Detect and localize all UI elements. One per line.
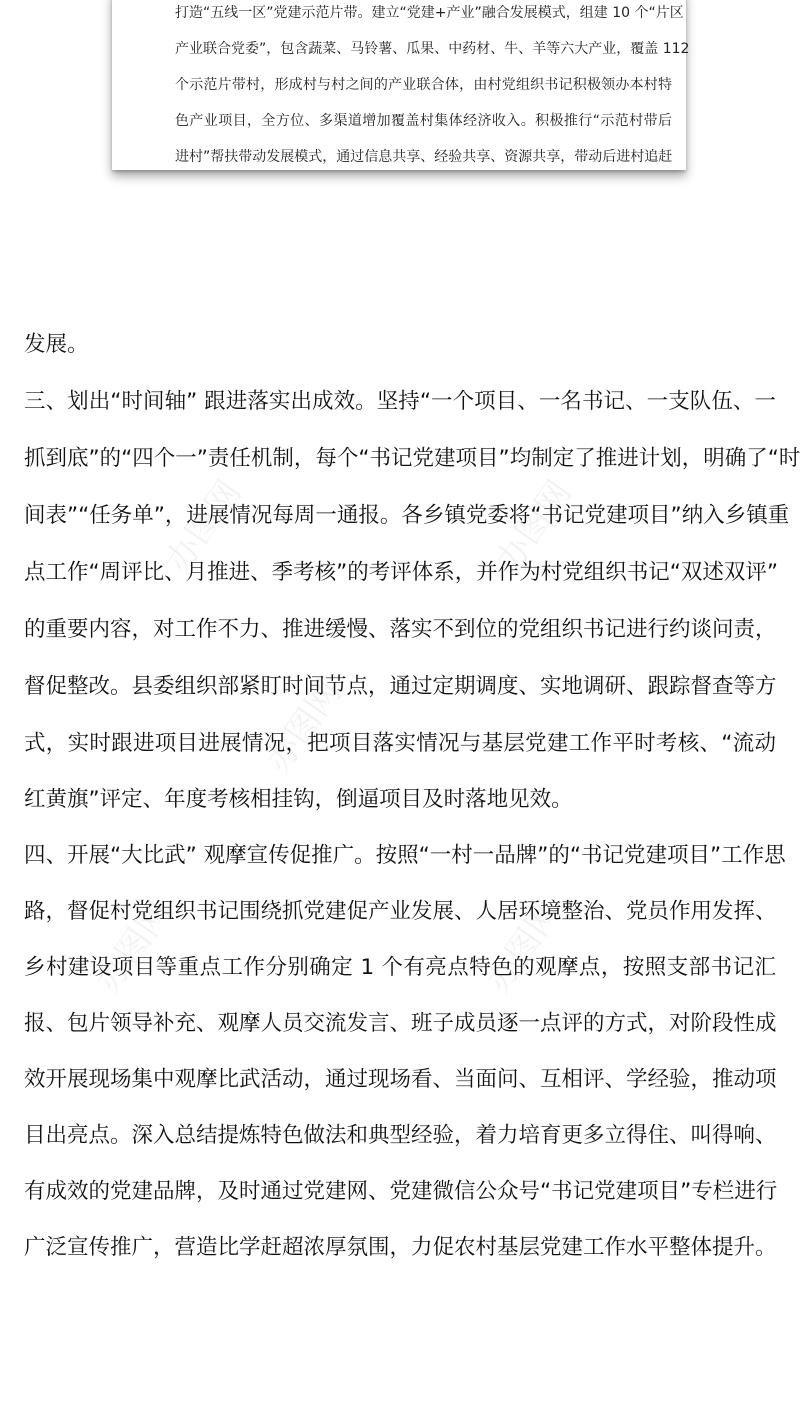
card-text-line: 产业联合党委”，包含蔬菜、马铃薯、瓜果、中药材、牛、羊等六大产业，覆盖 112: [175, 41, 690, 57]
paragraph-line: 点工作“周评比、月推进、季考核”的考评体系，并作为村党组织书记“双述双评”: [24, 560, 779, 585]
watermark: 办图网: [258, 673, 350, 780]
paragraph-line: 广泛宣传推广，营造比学赶超浓厚氛围，力促农村基层党建工作水平整体提升。: [24, 1235, 777, 1260]
paragraph-line: 乡村建设项目等重点工作分别确定 1 个有亮点特色的观摩点，按照支部书记汇: [24, 955, 776, 980]
card-text-line: 进村”帮扶带动发展模式，通过信息共享、经验共享、资源共享，带动后进村追赶: [175, 149, 673, 165]
paragraph-line: 式，实时跟进项目进展情况，把项目落实情况与基层党建工作平时考核、“流动: [24, 731, 776, 756]
watermark: 办图网: [478, 893, 570, 1000]
paragraph-line: 路，督促村党组织书记围绕抓党建促产业发展、人居环境整治、党员作用发挥、: [24, 899, 777, 924]
paragraph-line: 的重要内容，对工作不力、推进缓慢、落实不到位的党组织书记进行约谈问责，: [24, 617, 777, 642]
paragraph-line: 抓到底”的“四个一”责任机制，每个“书记党建项目”均制定了推进计划，明确了“时: [24, 446, 800, 471]
card-text-line: 个示范片带村，形成村与村之间的产业联合体，由村党组织书记积极领办本村特: [175, 77, 672, 93]
paragraph-line: 发展。: [24, 332, 89, 357]
paragraph-line: 间表”“任务单”，进展情况每周一通报。各乡镇党委将“书记党建项目”纳入乡镇重: [24, 503, 790, 528]
document-preview-card: [112, 0, 690, 170]
paragraph-line: 报、包片领导补充、观摩人员交流发言、班子成员逐一点评的方式，对阶段性成: [24, 1011, 777, 1036]
paragraph-line: 目出亮点。深入总结提炼特色做法和典型经验，着力培育更多立得住、叫得响、: [24, 1123, 777, 1148]
watermark: 办图网: [158, 473, 250, 580]
paragraph-line: 红黄旗”评定、年度考核相挂钩，倒逼项目及时落地见效。: [24, 787, 573, 812]
card-text-line: 色产业项目，全方位、多渠道增加覆盖村集体经济收入。积极推行“示范村带后: [175, 113, 672, 129]
paragraph-line: 三、划出“时间轴” 跟进落实出成效。坚持“一个项目、一名书记、一支队伍、一: [24, 389, 776, 414]
paragraph-line: 督促整改。县委组织部紧盯时间节点，通过定期调度、实地调研、跟踪督查等方: [24, 674, 777, 699]
paragraph-line: 四、开展“大比武” 观摩宣传促推广。按照“一村一品牌”的“书记党建项目”工作思: [24, 843, 786, 868]
paragraph-line: 有成效的党建品牌，及时通过党建网、党建微信公众号“书记党建项目”专栏进行: [24, 1179, 778, 1204]
card-text-line: 打造“五线一区”党建示范片带。建立“党建+产业”融合发展模式，组建 10 个“片区: [175, 5, 684, 21]
paragraph-line: 效开展现场集中观摩比武活动，通过现场看、当面问、互相评、学经验，推动项: [24, 1067, 777, 1092]
watermark: 办图网: [88, 893, 180, 1000]
watermark: 办图网: [488, 473, 580, 580]
